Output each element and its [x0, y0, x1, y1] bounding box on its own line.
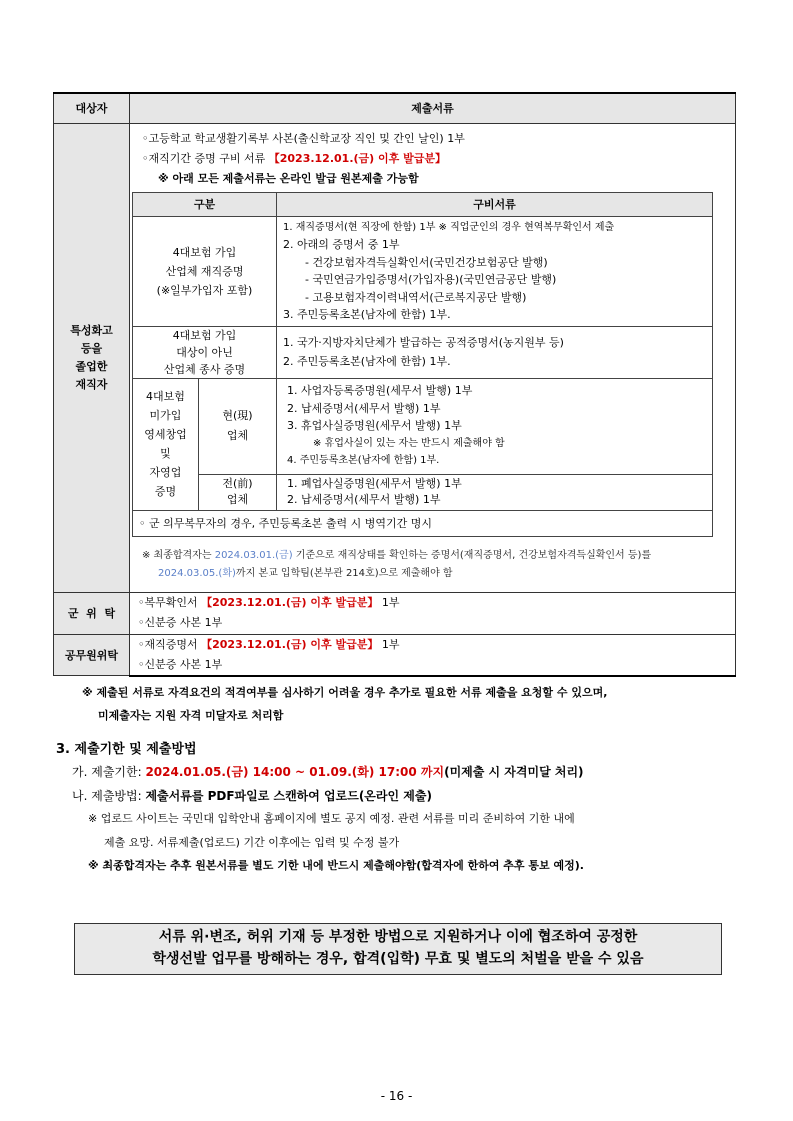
category-line: 미가입 — [149, 409, 182, 422]
special-docs-cell — [130, 123, 736, 592]
upload-note-1: ※ 업로드 사이트는 국민대 입학안내 홈페이지에 별도 공지 예정. 관련 서류를 미리 준비하여 기한 내에 — [88, 812, 575, 825]
inner-docs-table — [132, 192, 713, 537]
inner-head-docs: 구비서류 — [277, 192, 713, 216]
issue-date-requirement: 【2023.12.01.(금) 이후 발급분】 — [268, 151, 446, 165]
current-business-docs — [277, 378, 713, 474]
self-employed-former-row — [133, 474, 713, 510]
category-line: 및 — [160, 447, 171, 460]
civil-servant-docs — [130, 634, 736, 676]
sub-label: 현(現) — [222, 409, 253, 422]
doc-line: - 건강보험자격득실확인서(국민건강보험공단 발행) — [305, 255, 548, 269]
category-line: 영세창업 — [144, 428, 187, 441]
category-line: 4대보험 가입 — [172, 245, 237, 259]
insured-row — [133, 216, 713, 326]
doc-line: 3. 주민등록초본(남자에 한함) 1부. — [283, 308, 451, 321]
issue-date-requirement: 【2023.12.01.(금) 이후 발급분】 — [201, 637, 379, 651]
deadline-label: 가. 제출기한: — [72, 765, 146, 779]
sub-label: 업체 — [226, 493, 249, 506]
doc-line: 2. 납세증명서(세무서 발행) 1부 — [287, 401, 441, 415]
self-employed-category — [133, 378, 199, 510]
category-line: 산업체 재직증명 — [165, 264, 244, 278]
deadline-value: 2024.01.05.(금) 14:00 ~ 01.09.(화) 17:00 까지 — [145, 765, 445, 779]
warning-line: 서류 위·변조, 허위 기재 등 부정한 방법으로 지원하거나 이에 협조하여 공정한 — [158, 929, 638, 945]
doc-line: 1. 사업자등록증명원(세무서 발행) 1부 — [287, 384, 473, 398]
civil-servant-target: 공무원위탁 — [54, 634, 130, 676]
civil-servant-row — [54, 634, 736, 676]
review-note-1: ※ 제출된 서류로 자격요건의 적격여부를 심사하기 어려울 경우 추가로 필요한 서류 제출을 요청할 수 있으며, — [82, 686, 608, 699]
category-line: 4대보험 가입 — [172, 328, 237, 342]
doc-line: 1. 재직증명서(현 직장에 한함) 1부 ※ 직업군인의 경우 현역복무확인서 제출 — [283, 221, 615, 233]
doc-line: ※ 휴업사실이 있는 자는 반드시 제출해야 함 — [313, 437, 505, 449]
category-line: 산업체 종사 증명 — [163, 362, 246, 376]
deadline-note: (미제출 시 자격미달 처리) — [444, 765, 584, 779]
target-line: 등을 — [80, 341, 103, 355]
military-row — [54, 592, 736, 634]
bullet-text: ◦재직기간 증명 구비 서류 — [142, 151, 269, 165]
doc-text: ◦재직증명서 — [138, 637, 202, 651]
former-business-docs — [277, 474, 713, 510]
note-date: 2024.03.05.(화) — [158, 567, 236, 579]
doc-line: - 국민연금가입증명서(가입자용)(국민연금공단 발행) — [305, 273, 557, 286]
final-submission-note: ※ 최종합격자는 추후 원본서류를 별도 기한 내에 반드시 제출해야함(합격자에 한하여 추후 통보 예정). — [88, 859, 584, 872]
doc-text: ◦복무확인서 — [138, 596, 202, 609]
page-number: - 16 - — [380, 1089, 413, 1103]
insured-category — [133, 216, 277, 326]
documents-table — [53, 92, 736, 677]
note-text: 까지 본교 입학팀(본부관 214호)으로 제출해야 함 — [235, 567, 453, 579]
doc-line: 4. 주민등록초본(남자에 한함) 1부. — [287, 455, 440, 467]
method-line — [72, 787, 432, 804]
target-line: 재직자 — [75, 377, 108, 391]
online-note: ※ 아래 모든 제출서류는 온라인 발급 원본제출 가능함 — [158, 171, 419, 185]
category-line: 자영업 — [149, 466, 182, 479]
warning-box — [74, 923, 722, 975]
doc-line: 2. 주민등록초본(남자에 한함) 1부. — [283, 355, 451, 368]
deadline-line — [72, 763, 584, 780]
non-insured-docs — [277, 326, 713, 378]
doc-line: - 고용보험자격이력내역서(근로복지공단 발행) — [305, 290, 527, 304]
target-line: 졸업한 — [75, 359, 108, 373]
doc-line: 2. 아래의 증명서 중 1부 — [283, 238, 400, 251]
sub-label: 업체 — [226, 429, 249, 442]
doc-text: 1부 — [378, 637, 400, 651]
military-docs — [130, 592, 736, 634]
doc-line: 2. 납세증명서(세무서 발행) 1부 — [287, 493, 441, 506]
non-insured-row — [133, 326, 713, 378]
insured-docs — [277, 216, 713, 326]
method-value: 제출서류를 PDF파일로 스캔하여 업로드(온라인 제출) — [145, 789, 432, 803]
method-label: 나. 제출방법: — [72, 789, 146, 803]
note-text: ※ 최종합격자는 — [142, 549, 215, 561]
bullet-transcript: ◦고등학교 학교생활기록부 사본(출신학교장 직인 및 간인 날인) 1부 — [142, 131, 465, 145]
sub-label: 전(前) — [222, 477, 253, 490]
table-header-row — [54, 93, 736, 123]
section3-title: 3. 제출기한 및 제출방법 — [56, 742, 197, 757]
doc-line: 3. 휴업사실증명원(세무서 발행) 1부 — [287, 419, 462, 433]
doc-line: 1. 폐업사실증명원(세무서 발행) 1부 — [287, 477, 462, 490]
bullet-employment-period — [142, 150, 729, 170]
military-service-note: ◦ 군 의무복무자의 경우, 주민등록초본 출력 시 병역기간 명시 — [133, 510, 713, 536]
category-line: 증명 — [154, 485, 177, 498]
military-target: 군 위 탁 — [54, 592, 130, 634]
inner-head-category: 구분 — [133, 192, 277, 216]
doc-text: 1부 — [378, 596, 400, 609]
special-target-cell — [54, 123, 130, 592]
non-insured-category — [133, 326, 277, 378]
target-line: 특성화고 — [70, 323, 113, 337]
category-line: (※일부가입자 포함) — [156, 283, 253, 297]
col-target-header: 대상자 — [54, 93, 130, 123]
doc-line: 1. 국가·지방자치단체가 발급하는 공적증명서(농지원부 등) — [283, 336, 564, 349]
self-employed-current-row — [133, 378, 713, 474]
doc-line: ◦신분증 사본 1부 — [138, 616, 223, 629]
upload-note-2: 제출 요망. 서류제출(업로드) 기간 이후에는 입력 및 수정 불가 — [104, 836, 400, 849]
doc-line: ◦신분증 사본 1부 — [138, 657, 223, 671]
current-business-label — [199, 378, 277, 474]
issue-date-requirement: 【2023.12.01.(금) 이후 발급분】 — [201, 596, 379, 609]
review-note-2: 미제출자는 지원 자격 미달자로 처리함 — [98, 709, 284, 722]
col-docs-header: 제출서류 — [130, 93, 736, 123]
former-business-label — [199, 474, 277, 510]
note-text: 기준으로 재직상태를 확인하는 증명서(재직증명서, 건강보험자격득실확인서 등)를 — [292, 549, 652, 561]
special-row — [54, 123, 736, 592]
category-line: 대상이 아닌 — [176, 345, 233, 359]
category-line: 4대보험 — [146, 390, 185, 403]
note-date: 2024.03.01.(금) — [214, 549, 293, 561]
warning-line: 학생선발 업무를 방해하는 경우, 합격(입학) 무효 및 별도의 처벌을 받을 수 있음 — [152, 951, 644, 967]
final-candidate-note — [142, 547, 729, 583]
